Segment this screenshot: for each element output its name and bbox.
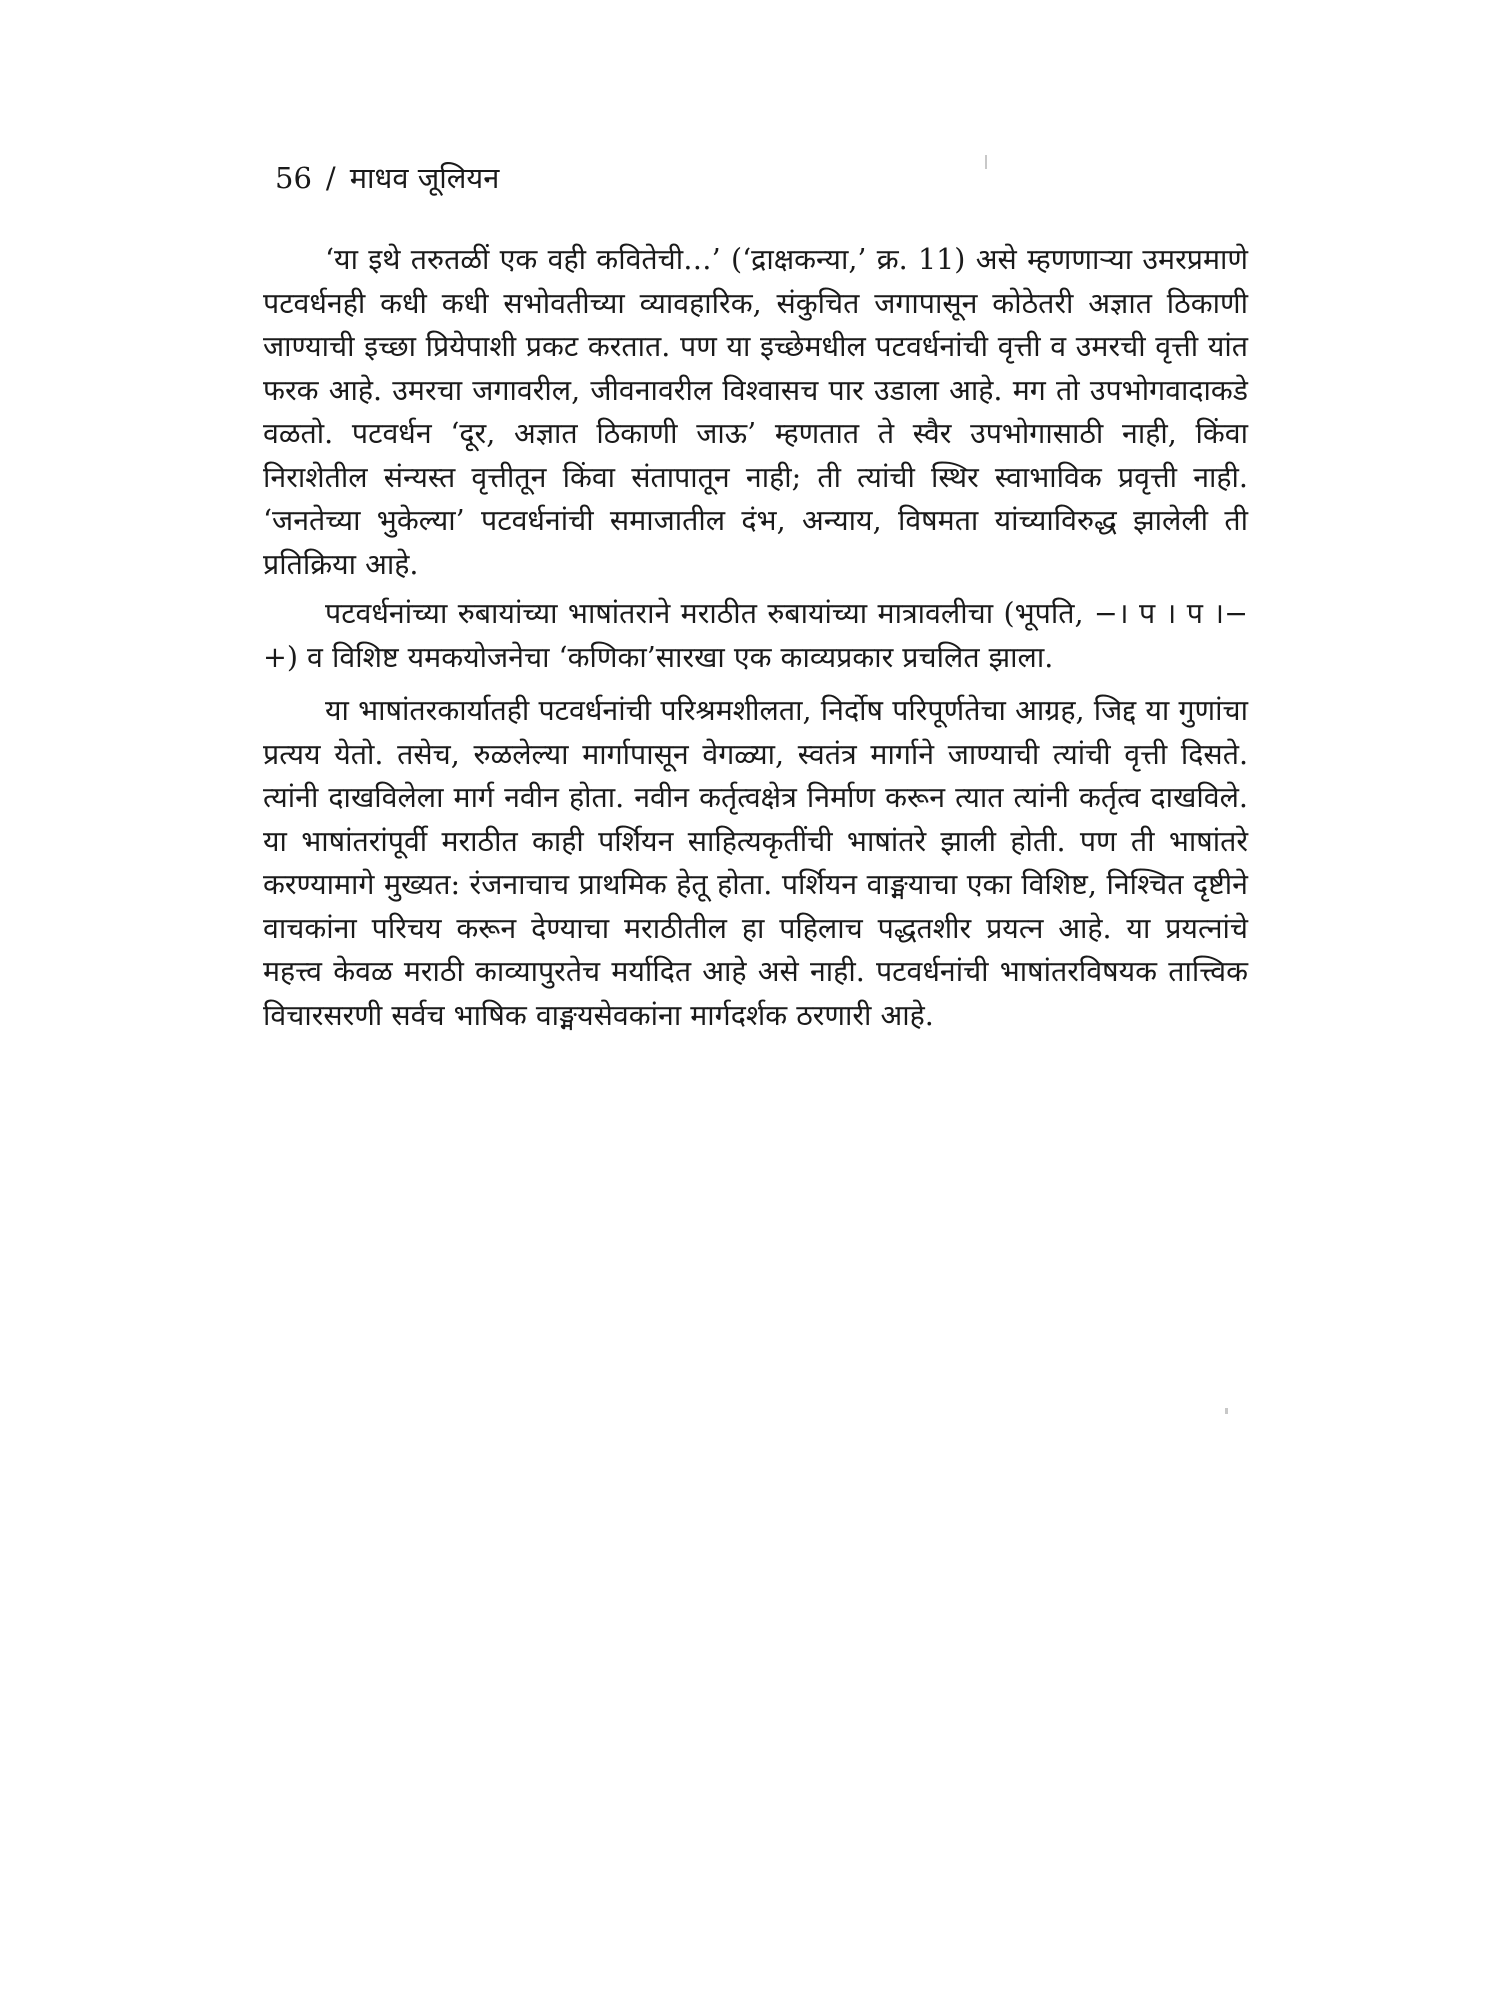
paragraph-2: पटवर्धनांच्या रुबायांच्या भाषांतराने मराठीत रुबायांच्या मात्रावलीचा (भूपति, −। प । प ।−+) व विशिष्ट यमकयोजनेचा ‘कणिका’सारखा एक काव्यप्रकार प्रचलित झाला. — [263, 597, 1248, 674]
scan-speck — [985, 155, 987, 169]
scan-speck — [1225, 1408, 1228, 1414]
running-head-title: माधव जूलियन — [349, 161, 500, 195]
page-number: 56 — [275, 161, 312, 195]
paragraph-3: या भाषांतरकार्यातही पटवर्धनांची परिश्रमशीलता, निर्दोष परिपूर्णतेचा आग्रह, जिद्द या गुणांचा प्रत्यय येतो. तसेच, रुळलेल्या मार्गापासून वेगळ्या, स्वतंत्र मार्गाने जाण्याची त्यांची वृत्ती दिसते. त्यांनी दाखविलेला मार्ग नवीन होता. नवीन कर्तृत्वक्षेत्र निर्माण करून त्यात त्यांनी कर्तृत्व दाखविले. या भाषांतरांपूर्वी मराठीत काही पर्शियन साहित्यकृतींची भाषांतरे झाली होती. पण ती भाषांतरे करण्यामागे मुख्यत: रंजनाचाच प्राथमिक हेतू होता. पर्शियन वाङ्मयाचा एका विशिष्ट, निश्चित दृष्टीने वाचकांना परिचय करून देण्याचा मराठीतील हा पहिलाच पद्धतशीर प्रयत्न आहे. या प्रयत्नांचे महत्त्व केवळ मराठी काव्यापुरतेच मर्यादित आहे असे नाही. पटवर्धनांची भाषांतरविषयक तात्त्विक विचारसरणी सर्वच भाषिक वाङ्मयसेवकांना मार्गदर्शक ठरणारी आहे. — [263, 694, 1248, 1032]
running-head — [275, 158, 499, 198]
running-head-separator: / — [325, 161, 336, 195]
body-text — [263, 238, 1248, 1037]
paragraph-1: ‘या इथे तरुतळीं एक वही कवितेची…’ (‘द्राक्षकन्या,’ क्र. 11) असे म्हणणाऱ्या उमरप्रमाणे पटवर्धनही कधी कधी सभोवतीच्या व्यावहारिक, संकुचित जगापासून कोठेतरी अज्ञात ठिकाणी जाण्याची इच्छा प्रियेपाशी प्रकट करतात. पण या इच्छेमधील पटवर्धनांची वृत्ती व उमरची वृत्ती यांत फरक आहे. उमरचा जगावरील, जीवनावरील विश्वासच पार उडाला आहे. मग तो उपभोगवादाकडे वळतो. पटवर्धन ‘दूर, अज्ञात ठिकाणी जाऊ’ म्हणतात ते स्वैर उपभोगासाठी नाही, किंवा निराशेतील संन्यस्त वृत्तीतून किंवा संतापातून नाही; ती त्यांची स्थिर स्वाभाविक प्रवृत्ती नाही. ‘जनतेच्या भुकेल्या’ पटवर्धनांची समाजातील दंभ, अन्याय, विषमता यांच्याविरुद्ध झालेली ती प्रतिक्रिया आहे. — [263, 243, 1248, 581]
